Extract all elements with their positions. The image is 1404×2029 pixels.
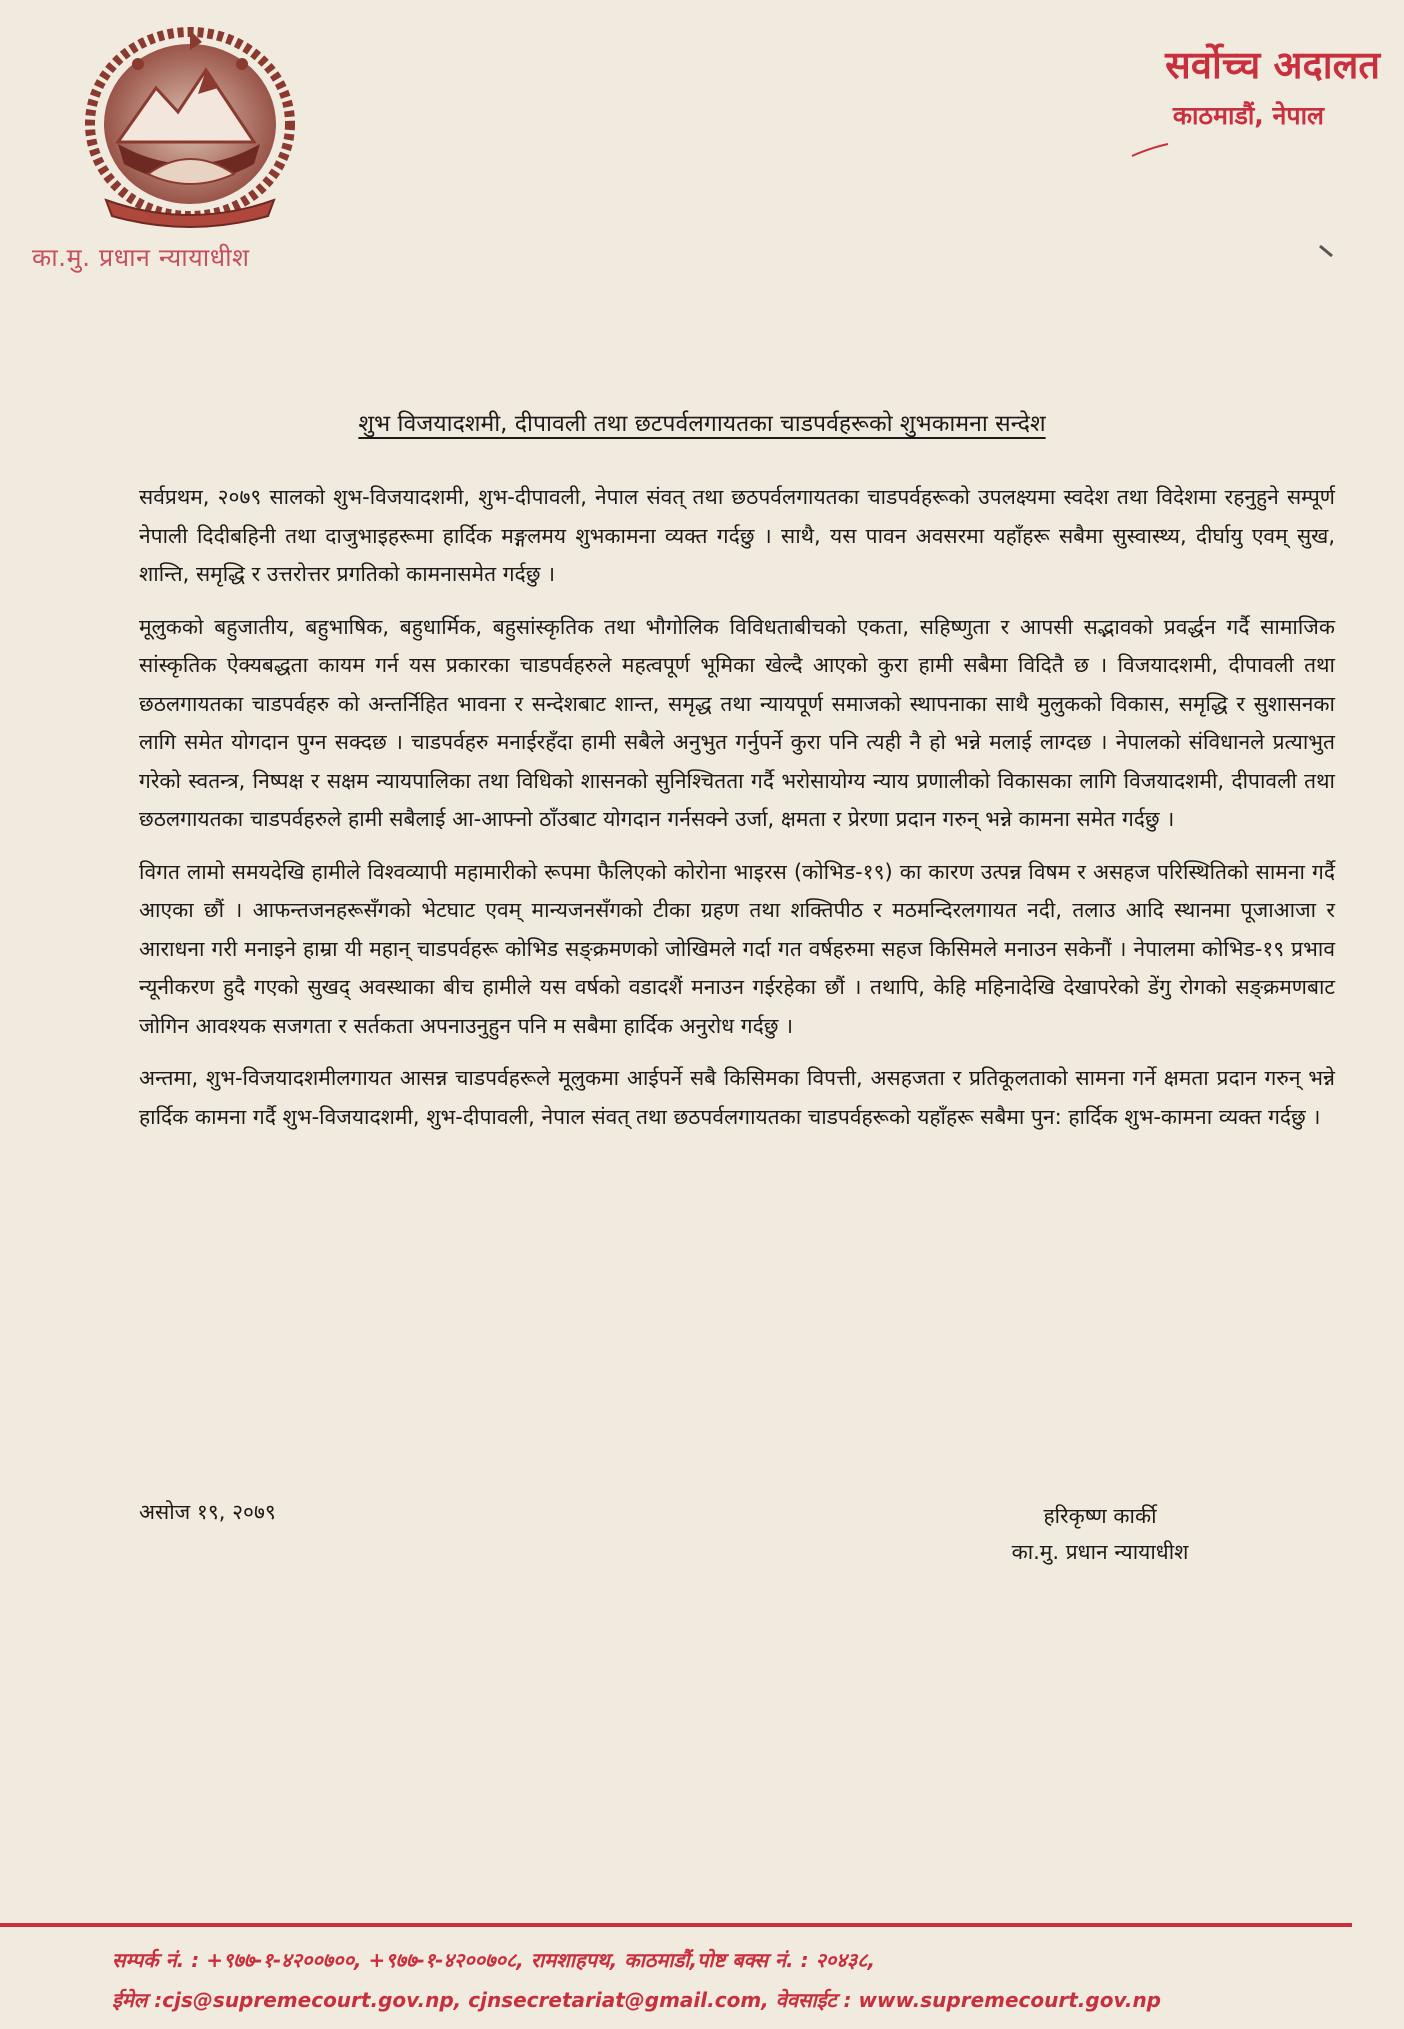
ink-mark: [1130, 140, 1170, 160]
letter-title: शुभ विजयादशमी, दीपावली तथा छटपर्वलगायतका चाडपर्वहरूको शुभकामना सन्देश: [358, 411, 1046, 437]
court-name: सर्वोच्च अदालत: [1165, 43, 1380, 87]
paragraph: विगत लामो समयदेखि हामीले विश्वव्यापी महामारीको रूपमा फैलिएको कोरोना भाइरस (कोभिड-१९) का कारण उत्पन्न विषम र असहज परिस्थितिको सामना गर्दै आएका छौं । आफन्तजनहरूसँगको भेटघाट एवम् मान्यजनसँगको टीका ग्रहण तथा शक्तिपीठ र मठमन्दिरलगायत नदी, तलाउ आदि स्थानमा पूजाआजा र आराधना गरी मनाइने हाम्रा यी महान् चाडपर्वहरू कोभिड सङ्क्रमणको जोखिमले गर्दा गत वर्षहरुमा सहज किसिमले मनाउन सकेनौं । नेपालमा कोभिड-१९ प्रभाव न्यूनीकरण हुदै गएको सुखद् अवस्थाका बीच हामीले यस वर्षको वडादशैं मनाउन गईरहेका छौं । तथापि, केहि महिनादेखि देखापरेको डेंगु रोगको सङ्क्रमणबाट जोगिन आवश्यक सजगता र सर्तकता अपनाउनुहुन पनि म सबैमा हार्दिक अनुरोध गर्दछु ।: [139, 859, 1335, 1038]
ink-mark: [1318, 244, 1334, 258]
letter-body: [139, 478, 1335, 1150]
footer-contact: सम्पर्क नं. : +९७७-१-४२००७००, +९७७-१-४२००७०८, रामशाहपथ, काठमाडौं,पोष्ट बक्स नं. : २०४३८,: [112, 1948, 876, 1972]
footer-divider: [0, 1923, 1352, 1927]
signer-name: हरिकृष्ण कार्की: [1043, 1504, 1157, 1528]
paragraph: सर्वप्रथम, २०७९ सालको शुभ-विजयादशमी, शुभ-दीपावली, नेपाल संवत् तथा छठपर्वलगायतका चाडपर्वहरूको उपलक्ष्यमा स्वदेश तथा विदेशमा रहनुहुने सम्पूर्ण नेपाली दिदीबहिनी तथा दाजुभाइहरूमा हार्दिक मङ्गलमय शुभकामना व्यक्त गर्दछु । साथै, यस पावन अवसरमा यहाँहरू सबैमा सुस्वास्थ्य, दीर्घायु एवम् सुख, शान्ति, समृद्धि र उत्तरोत्तर प्रगतिको कामनासमेत गर्दछु ।: [139, 485, 1335, 586]
court-location: काठमाडौं, नेपाल: [1172, 101, 1324, 130]
nepal-government-emblem-icon: [78, 24, 302, 232]
signer-title: का.मु. प्रधान न्यायाधीश: [1011, 1540, 1189, 1564]
footer-email-website: ईमेल :cjs@supremecourt.gov.np, cjnsecretariat@gmail.com, वेवसाईट : www.supremecourt.gov.np: [112, 1988, 1162, 2012]
paragraph: मूलुकको बहुजातीय, बहुभाषिक, बहुधार्मिक, बहुसांस्कृतिक तथा भौगोलिक विविधताबीचको एकता, सहिष्णुता र आपसी सद्भावको प्रवर्द्धन गर्दै सामाजिक सांस्कृतिक ऐक्यबद्धता कायम गर्न यस प्रकारका चाडपर्वहरुले महत्वपूर्ण भूमिका खेल्दै आएको कुरा हामी सबैमा विदितै छ । विजयादशमी, दीपावली तथा छठलगायतका चाडपर्वहरु को अन्तर्निहित भावना र सन्देशबाट शान्त, समृद्ध तथा न्यायपूर्ण समाजको स्थापनाका साथै मुलुकको विकास, समृद्धि र सुशासनका लागि समेत योगदान पुग्न सक्दछ । चाडपर्वहरु मनाईरहँदा हामी सबैले अनुभुत गर्नुपर्ने कुरा पनि त्यही नै हो भन्ने मलाई लाग्दछ । नेपालको संविधानले प्रत्याभुत गरेको स्वतन्त्र, निष्पक्ष र सक्षम न्यायपालिका तथा विधिको शासनको सुनिश्चितता गर्दै भरोसायोग्य न्याय प्रणालीको विकासका लागि विजयादशमी, दीपावली तथा छठलगायतका चाडपर्वहरुले हामी सबैलाई आ-आफ्नो ठाँउबाट योगदान गर्नसक्ने उर्जा, क्षमता र प्रेरणा प्रदान गरुन् भन्ने कामना समेत गर्दछु ।: [139, 614, 1335, 831]
letter-date: असोज १९, २०७९: [139, 1500, 276, 1524]
signature-block: [900, 1498, 1300, 1570]
emblem-caption: का.मु. प्रधान न्यायाधीश: [32, 243, 250, 272]
paragraph: अन्तमा, शुभ-विजयादशमीलगायत आसन्न चाडपर्वहरूले मूलुकमा आईपर्ने सबै किसिमका विपत्ती, असहजता र प्रतिकूलताको सामना गर्ने क्षमता प्रदान गरुन् भन्ने हार्दिक कामना गर्दै शुभ-विजयादशमी, शुभ-दीपावली, नेपाल संवत् तथा छठपर्वलगायतका चाडपर्वहरूको यहाँहरू सबैमा पुन: हार्दिक शुभ-कामना व्यक्त गर्दछु ।: [139, 1066, 1335, 1129]
